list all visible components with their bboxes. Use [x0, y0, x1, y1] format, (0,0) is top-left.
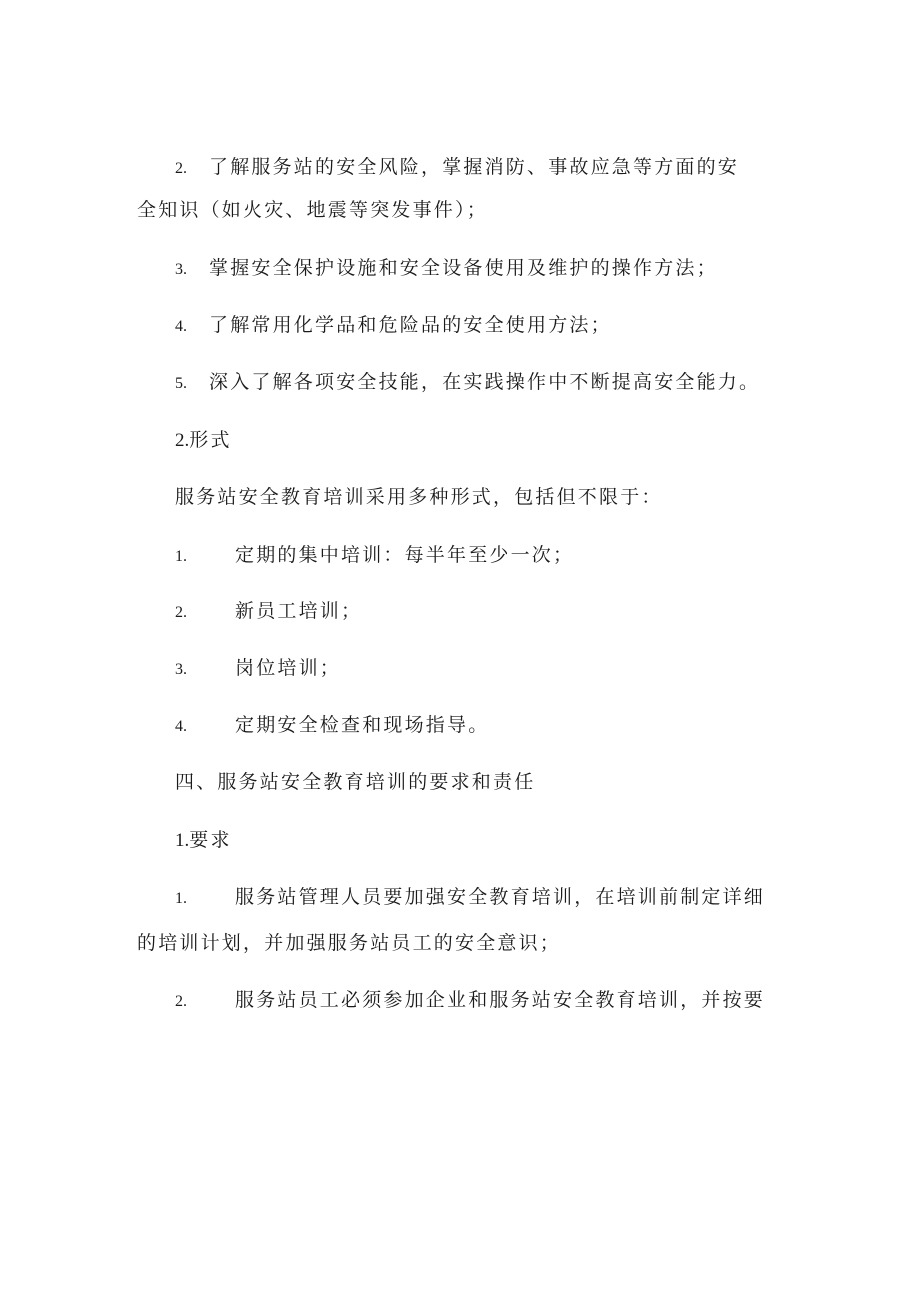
list-number: 4.	[175, 718, 187, 735]
section-number: 2.	[175, 430, 190, 451]
form-intro: 服务站安全教育培训采用多种形式，包括但不限于：	[175, 486, 663, 508]
list-item-continuation: 的培训计划，并加强服务站员工的安全意识；	[137, 932, 562, 954]
list-number: 2.	[175, 604, 187, 621]
section-number: 1.	[175, 830, 190, 851]
list-item	[175, 370, 760, 396]
list-item	[175, 885, 765, 911]
section-heading-requirements	[175, 828, 232, 853]
section-title: 形式	[189, 429, 232, 451]
list-text: 深入了解各项安全技能，在实践操作中不断提高安全能力。	[209, 371, 761, 393]
list-number: 2.	[175, 160, 187, 177]
list-item	[175, 256, 718, 282]
list-number: 1.	[175, 548, 187, 565]
chapter-heading: 四、服务站安全教育培训的要求和责任	[175, 771, 536, 793]
list-item	[175, 155, 739, 181]
list-number: 1.	[175, 890, 187, 907]
list-number: 3.	[175, 261, 187, 278]
list-text: 服务站员工必须参加企业和服务站安全教育培训，并按要	[235, 989, 766, 1011]
list-text: 了解常用化学品和危险品的安全使用方法；	[209, 314, 612, 336]
list-item	[175, 543, 574, 569]
list-text: 掌握安全保护设施和安全设备使用及维护的操作方法；	[209, 257, 718, 279]
list-item	[175, 713, 489, 739]
section-title: 要求	[189, 829, 232, 851]
list-item	[175, 656, 341, 682]
list-text: 定期安全检查和现场指导。	[235, 714, 490, 736]
list-item-continuation: 全知识（如火灾、地震等突发事件）；	[137, 199, 488, 221]
list-item	[175, 988, 765, 1014]
section-heading-form	[175, 428, 232, 453]
list-text: 岗位培训；	[235, 657, 342, 679]
list-number: 4.	[175, 318, 187, 335]
list-number: 2.	[175, 993, 187, 1010]
list-text: 服务站管理人员要加强安全教育培训，在培训前制定详细	[235, 886, 766, 908]
list-text: 定期的集中培训：每半年至少一次；	[235, 544, 575, 566]
list-item	[175, 313, 612, 339]
list-number: 3.	[175, 661, 187, 678]
list-text: 新员工培训；	[235, 600, 363, 622]
list-text: 了解服务站的安全风险，掌握消防、事故应急等方面的安	[209, 156, 740, 178]
list-item	[175, 599, 362, 625]
list-number: 5.	[175, 375, 187, 392]
